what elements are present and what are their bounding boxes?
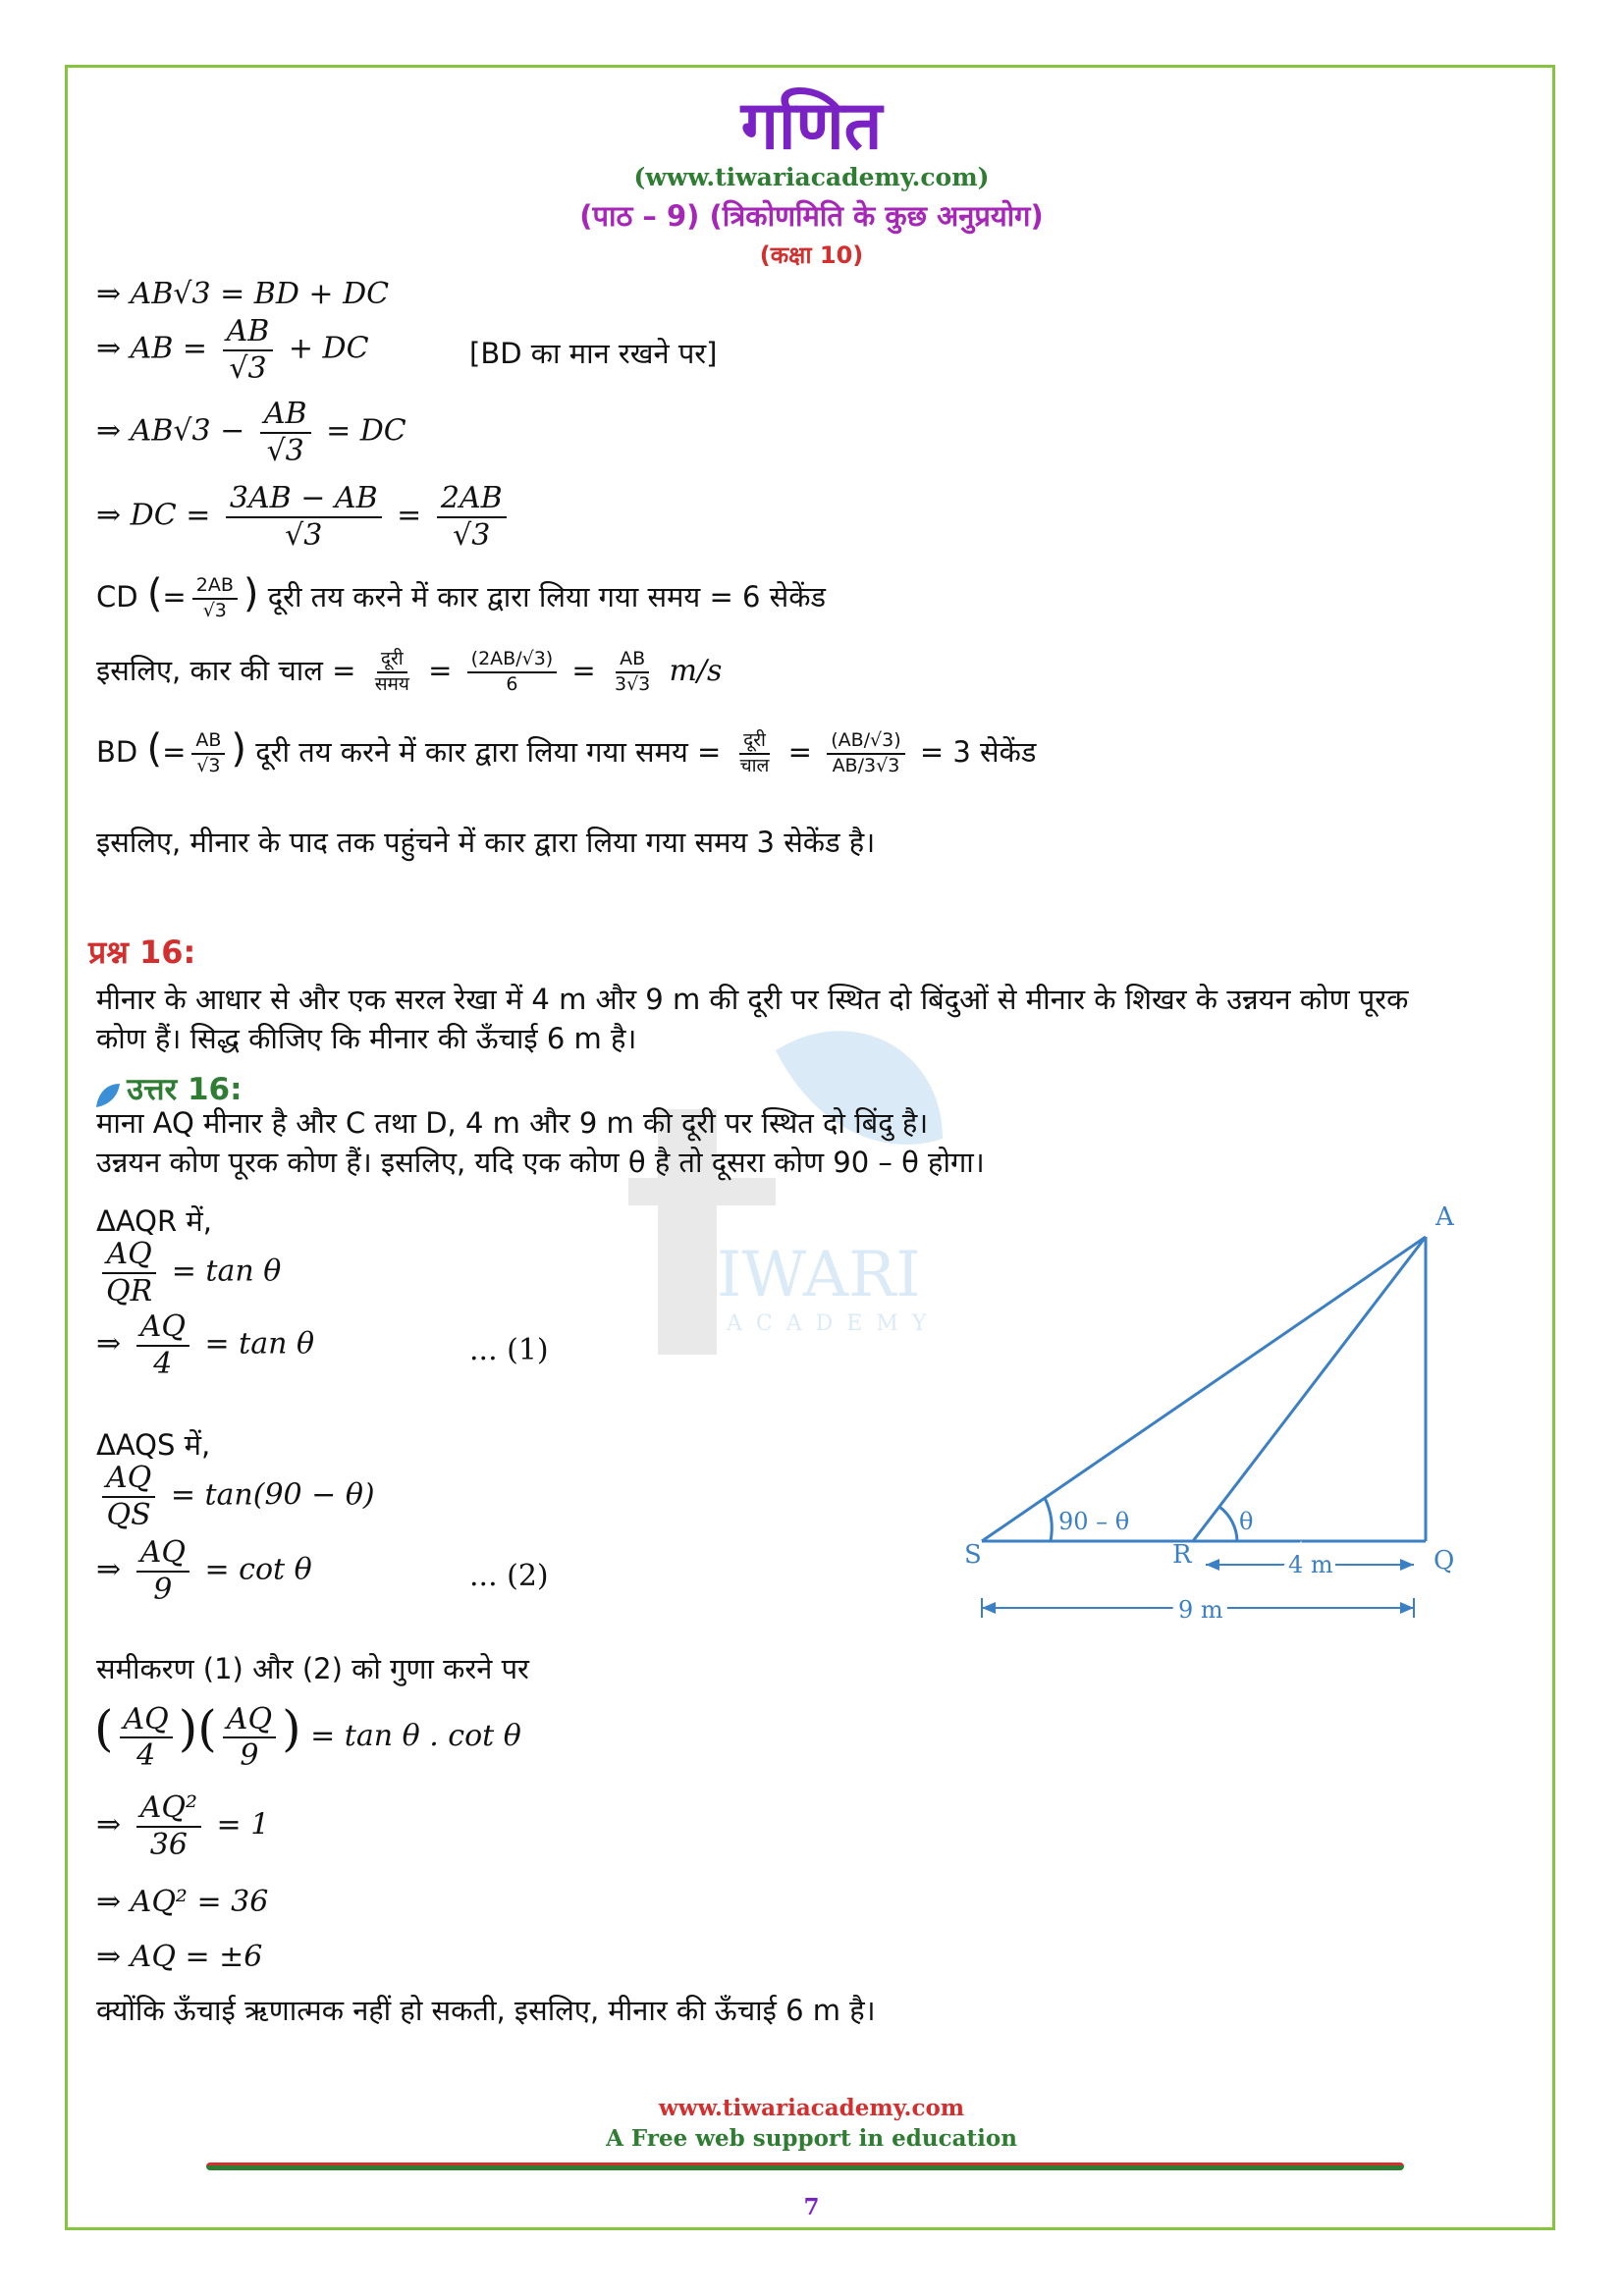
multiply-line: समीकरण (1) और (2) को गुणा करने पर	[96, 1652, 529, 1685]
eq3-rhs: = tan(90 − θ)	[170, 1477, 375, 1513]
speed-def-fraction	[371, 650, 413, 695]
angle-arc-S	[1045, 1498, 1052, 1541]
eq6-den: 36	[149, 1827, 188, 1862]
eq5-rhs: = tan θ . cot θ	[310, 1719, 521, 1753]
cd-time-line: CD (= $\frac{2AB}{√3}$ ) दूरी तय करने में कार द्वारा लिया गया समय = 6 सेकेंड	[96, 571, 827, 621]
vertex-label-A: A	[1435, 1202, 1454, 1232]
class-label: (कक्षा 10)	[759, 241, 864, 269]
bd-text: दूरी तय करने में कार द्वारा लिया गया समय =	[255, 735, 722, 769]
eq5-num2: AQ	[223, 1704, 276, 1739]
triangle-aqr-heading: ΔAQR में,	[96, 1204, 212, 1238]
eq1-den: QR	[106, 1273, 153, 1308]
eq4-den: 9	[153, 1572, 173, 1607]
step4-eq: =	[397, 498, 422, 533]
arrow-Q9-right	[1400, 1602, 1414, 1614]
question-label: प्रश्न 16:	[88, 934, 196, 971]
line-RA	[1193, 1237, 1426, 1541]
speed-result-num: AB	[616, 650, 649, 673]
eq4-fraction	[136, 1537, 189, 1605]
step-line-1: ⇒ AB√3 = BD + DC	[96, 277, 390, 311]
eq5-fraction-2	[223, 1701, 276, 1773]
step4-den1: √3	[285, 517, 323, 553]
step4-fraction-2	[437, 483, 507, 551]
speed-den: समय	[374, 672, 409, 695]
cd-text: दूरी तय करने में कार द्वारा लिया गया समय = 6 सेकेंड	[267, 580, 827, 614]
bd-prefix: BD	[96, 735, 138, 769]
angle-label-S: 90 – θ	[1058, 1508, 1130, 1535]
eq6-fraction	[136, 1792, 201, 1860]
footer-divider	[206, 2163, 1404, 2170]
step3-rhs: = DC	[326, 413, 406, 449]
bd-paren-fraction	[191, 731, 225, 776]
step3-den: √3	[266, 433, 304, 468]
step3-lhs: ⇒ AB√3 −	[96, 413, 245, 449]
eq5-fraction-1	[120, 1701, 173, 1773]
eq4-num: AQ	[136, 1537, 189, 1573]
chapter-title: (पाठ – 9) (त्रिकोणमिति के कुछ अनुप्रयोग)	[579, 199, 1044, 233]
eq-aqr-2	[96, 1311, 314, 1379]
vertex-label-Q: Q	[1434, 1546, 1455, 1575]
arrow-S-left	[982, 1602, 996, 1614]
speed-unit: m/s	[669, 653, 723, 688]
cd-prefix: CD	[96, 580, 138, 614]
speed-val-den: 6	[506, 672, 518, 695]
tower-diagram	[943, 1198, 1492, 1639]
eq3-fraction	[102, 1463, 155, 1530]
arrow-R-left	[1206, 1559, 1219, 1571]
vertex-label-R: R	[1172, 1540, 1192, 1570]
speed-line: इसलिए, कार की चाल = $\frac{\text{दूरी}}{\text{समय}}$ = $\frac{(2AB/√3)}{6}$ = $\frac{AB}{3√3}$ m/s	[96, 648, 723, 695]
eq2-den: 4	[153, 1346, 173, 1381]
bd-val-den: AB/3√3	[832, 755, 900, 776]
bd-result: = 3 सेकेंड	[919, 735, 1037, 769]
eq4-reference: ... (2)	[469, 1559, 549, 1593]
step2-fraction	[223, 316, 274, 384]
eq-aqr-1	[96, 1239, 281, 1307]
eq-root: ⇒ AQ = ±6	[96, 1940, 263, 1974]
dimension-label-4m: 4 m	[1288, 1551, 1333, 1578]
line-SA	[982, 1237, 1426, 1541]
bd-den: चाल	[739, 755, 770, 776]
speed-result-fraction	[611, 650, 654, 695]
conclusion-line: इसलिए, मीनार के पाद तक पहुंचने में कार द्वारा लिया गया समय 3 सेकेंड है।	[96, 826, 876, 859]
speed-num: दूरी	[377, 650, 407, 673]
cd-den: √3	[202, 600, 227, 621]
footer-website[interactable]: www.tiwariacademy.com	[658, 2095, 965, 2121]
bd-num: दूरी	[739, 731, 770, 755]
eq2-num: AQ	[136, 1311, 189, 1347]
eq2-fraction	[136, 1311, 189, 1379]
bd-val-fraction	[827, 731, 904, 776]
step3-num: AB	[260, 399, 311, 434]
eq2-lhs: ⇒	[96, 1326, 122, 1362]
answer-text-1: माना AQ मीनार है और C तथा D, 4 m और 9 m की दूरी पर स्थित दो बिंदु है।	[96, 1106, 929, 1140]
bd-paren-den: √3	[196, 755, 221, 776]
dimension-label-9m: 9 m	[1178, 1596, 1223, 1624]
step-line-4	[96, 483, 513, 551]
cd-num: 2AB	[192, 576, 238, 600]
step4-den2: √3	[453, 517, 491, 553]
cd-fraction	[192, 576, 238, 621]
eq5-num1: AQ	[120, 1704, 173, 1739]
step2-rhs: + DC	[288, 331, 369, 366]
eq2-rhs: = tan θ	[204, 1326, 315, 1362]
bd-val-num: (AB/√3)	[827, 731, 904, 755]
header-website: (www.tiwariacademy.com)	[633, 163, 990, 191]
step2-note: [BD का मान रखने पर]	[469, 337, 718, 370]
step4-lhs: ⇒ DC =	[96, 498, 211, 533]
answer-label: उत्तर 16:	[127, 1072, 243, 1107]
page-number: 7	[803, 2194, 820, 2220]
step2-lhs: ⇒ AB =	[96, 331, 208, 366]
step4-num2: 2AB	[437, 483, 507, 518]
eq-square: ⇒ AQ² = 36	[96, 1885, 269, 1919]
eq6-rhs: = 1	[216, 1807, 270, 1842]
eq-aqs-2	[96, 1537, 312, 1605]
step-line-3	[96, 399, 406, 466]
eq2-reference: ... (1)	[469, 1333, 549, 1367]
step4-fraction-1	[226, 483, 382, 551]
eq4-rhs: = cot θ	[204, 1552, 312, 1587]
angle-arc-R	[1219, 1507, 1237, 1541]
arrow-Q-right	[1400, 1559, 1414, 1571]
answer-text-2: उन्नयन कोण पूरक कोण हैं। इसलिए, यदि एक कोण θ है तो दूसरा कोण 90 – θ होगा।	[96, 1146, 985, 1179]
question-text-2: कोण हैं। सिद्ध कीजिए कि मीनार की ऊँचाई 6 m है।	[96, 1022, 637, 1055]
watermark-sub: ACADEMY	[727, 1311, 941, 1336]
eq5-den2: 9	[240, 1738, 259, 1773]
step3-fraction	[260, 399, 311, 466]
speed-result-den: 3√3	[614, 672, 651, 695]
eq-product: ( $\frac{AQ}{4}$ )( $\frac{AQ}{9}$ ) = tan θ . cot θ	[94, 1700, 521, 1773]
step2-num: AB	[223, 316, 274, 351]
speed-prefix: इसलिए, कार की चाल =	[96, 653, 356, 687]
speed-val-fraction	[467, 650, 558, 695]
step4-num1: 3AB − AB	[226, 483, 382, 518]
eq1-num: AQ	[102, 1239, 155, 1274]
bd-paren-num: AB	[191, 731, 225, 755]
page-title: गणित	[740, 87, 883, 165]
eq-aqs-1	[96, 1463, 375, 1530]
step2-den: √3	[229, 350, 267, 386]
eq1-rhs: = tan θ	[171, 1254, 282, 1289]
step-line-2	[96, 316, 369, 384]
eq1-fraction	[102, 1239, 156, 1307]
speed-val-num: (2AB/√3)	[467, 650, 558, 673]
final-conclusion: क्योंकि ऊँचाई ऋणात्मक नहीं हो सकती, इसलिए, मीनार की ऊँचाई 6 m है।	[96, 1994, 876, 2027]
eq6-lhs: ⇒	[96, 1807, 122, 1842]
vertex-label-S: S	[964, 1540, 982, 1570]
eq-square-ratio	[96, 1792, 269, 1860]
eq5-den1: 4	[136, 1738, 156, 1773]
eq3-den: QS	[106, 1497, 151, 1532]
question-text-1: मीनार के आधार से और एक सरल रेखा में 4 m और 9 m की दूरी पर स्थित दो बिंदुओं से मीनार के शिखर के उन्नयन कोण पूरक	[96, 983, 1409, 1016]
eq3-num: AQ	[102, 1463, 155, 1498]
bd-def-fraction	[736, 731, 774, 776]
eq6-num: AQ²	[136, 1792, 201, 1828]
watermark-word: IWARI	[717, 1239, 921, 1311]
angle-label-R: θ	[1239, 1508, 1254, 1535]
bd-time-line: BD (= $\frac{AB}{√3}$ ) दूरी तय करने में कार द्वारा लिया गया समय = $\frac{\text{दूरी}}{\text{चाल}}$ = $\frac{(AB/√3)}{AB/3√3}$ = 3 सेकेंड	[96, 726, 1037, 776]
footer-tagline: A Free web support in education	[606, 2125, 1017, 2152]
eq4-lhs: ⇒	[96, 1552, 122, 1587]
triangle-aqs-heading: ΔAQS में,	[96, 1428, 211, 1462]
